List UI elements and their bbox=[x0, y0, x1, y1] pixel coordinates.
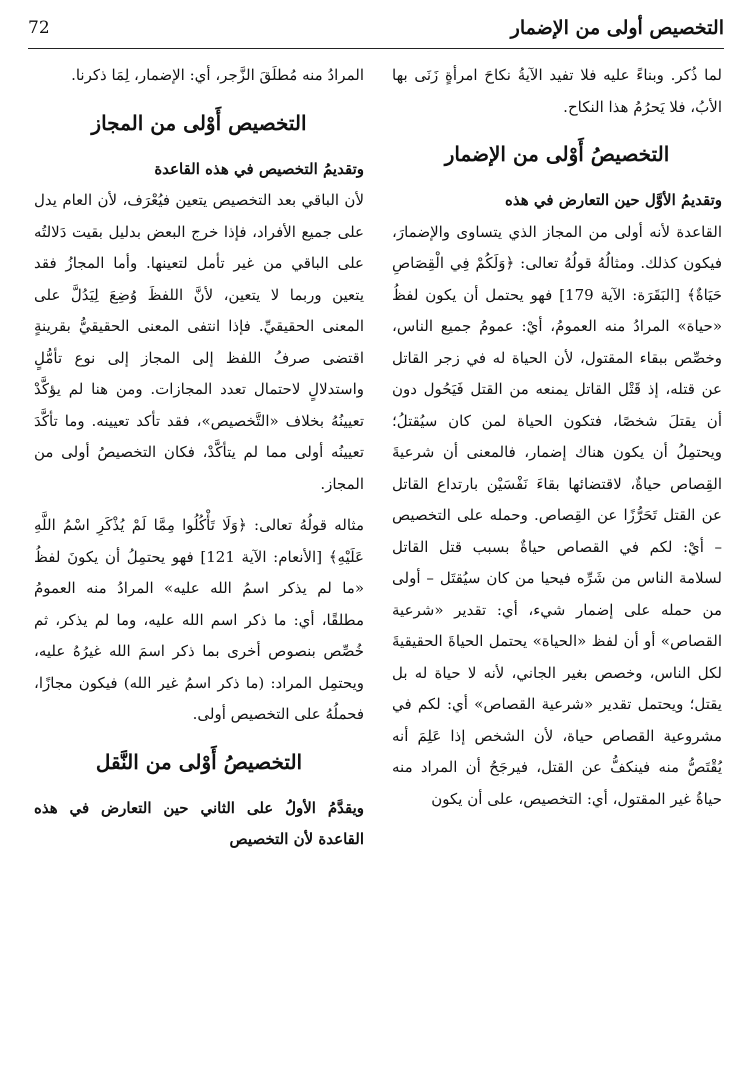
paragraph-gap bbox=[34, 500, 364, 510]
right-body-paragraph: القاعدة لأنه أولى من المجاز الذي يتساوى والإضمارَ، فيكون كذلك. ومثالُهُ قولُهُ تعالى: ﴿وَلَكُمْ فِي الْقِصَاصِ حَيَاةٌ﴾ [البَقَرَة: الآية 179] فهو يحتمل أن يكون لفظُ «حياة» المرادُ منه العمومُ، أيْ: عمومُ جميع الناس، وخصِّص ببقاء المقتول، لأن الحياة له في زجر القاتل عن قتله، إذ قَتْل القاتل يمنعه من القتل فَيَحُول دون أن يقتلَ شخصًا، فتكون الحياة لمن كان سيُقتلُ؛ ويحتمِلُ أن يكون هناك إضمار، فالمعنى أن شرعيةَ القِصاص حياةٌ، لاقتضائها بقاءَ نَفْسَيْن بارتداع القاتل عن القتل تَحَرُّزًا عن القِصاص. وحمله على التخصيص – أيْ: لكم في القصاص حياةٌ بسبب قتل القاتل لسلامة الناس من شَرِّه فيحيا من كان سيُقتَل – أولى من حمله على إضمار شيء، أي: تقدير «شرعية القصاص» أو أن لفظ «الحياة» يحتمل الحياةَ الحقيقيةَ لكل الناس، وخصص بغير الجاني، لأنه لا حياة له بل يقتل؛ ويحتمل تقدير «شرعية القصاص» أي: لكم في مشروعية القصاص حياة، لأن الشخص إذا عَلِمَ أنه يُقْتَصُّ منه فينكفُّ عن القتل، فيرجَحُ أن المراد منه حياةُ غير المقتول، أي: التخصيص، على أن يكون bbox=[392, 222, 722, 808]
right-subheading: وتقديمُ الأوَّل حين التعارض في هذه bbox=[505, 191, 722, 209]
left-section-heading-1: التخصيص أَوْلى من المجاز bbox=[91, 110, 307, 135]
header-rule bbox=[28, 48, 724, 49]
left-body-paragraph-1: لأن الباقي بعد التخصيص يتعين فيُعْرَف، لأن العام يدل على جميع الأفراد، فإذا خرج البعض بدليل بقيت دَلالتُه على الباقي من غير تأمل لتعينها. وأما المجازُ فقد يتعين وربما لا يتعين، لأنَّ اللفظَ وُضِعَ لِيَدُلَّ على المعنى الحقيقيِّ. فإذا انتفى المعنى الحقيقيُّ بقرينةٍ اقتضى صرفُ اللفظ إلى المجاز إلى نوع تأمُّلٍ واستدلالٍ لاحتمال تعدد المجازات. ومن هنا لم يؤكَّدْ تعيينُهُ بخلاف «التَّخصيص»، فقد تأكد تعيينه. وما تأكَّدَ تعيينُه أولى مما لم يتأكَّدْ، فكان التخصيصُ أولى من المجاز. bbox=[34, 191, 364, 493]
running-header bbox=[28, 10, 724, 46]
page-number: 72 bbox=[28, 18, 50, 38]
header-title: التخصيص أولى من الإضمار bbox=[510, 17, 724, 39]
right-intro-paragraph: لما ذُكر. وبناءً عليه فلا تفيد الآيةُ نكاحَ امرأةٍ زَنَى بها الأبُ، فلا يَحرُمُ هذا النكاح. bbox=[392, 66, 722, 116]
left-intro-paragraph: المرادُ منه مُطلَقَ الزَّجر، أي: الإضمار، لِمَا ذكرنا. bbox=[71, 66, 364, 84]
left-body-paragraph-2: مثاله قولُهُ تعالى: ﴿وَلَا تَأْكُلُوا مِمَّا لَمْ يُذْكَرِ اسْمُ اللَّهِ عَلَيْهِ﴾ [الأنعام: الآية 121] فهو يحتمِلُ أن يكونَ لفظُ «ما لم يذكر اسمُ الله عليه» المرادُ منه العمومُ مطلقًا، أي: ما ذكر اسم الله عليه، وما لم يذكر، ثم خُصِّص بنصوص أخرى بما ذكر اسمَ الله غيرُهُ عليه، ويحتمِل المراد: (ما ذكر اسمُ غير الله) فيكون مجازًا، فحملُهُ على التخصيص أولى. bbox=[34, 516, 364, 723]
left-subheading-2: ويقدَّمُ الأولُ على الثاني حين التعارض في هذه القاعدة لأن التخصيص bbox=[34, 798, 364, 848]
left-subheading-1: وتقديمُ التخصيص في هذه القاعدة bbox=[154, 159, 364, 178]
left-section-heading-2: التخصيصُ أَوْلى من النَّقل bbox=[95, 749, 303, 774]
left-column bbox=[34, 60, 364, 856]
right-section-heading: التخصيصُ أَوْلى من الإضمار bbox=[444, 142, 670, 166]
right-column bbox=[392, 60, 722, 815]
